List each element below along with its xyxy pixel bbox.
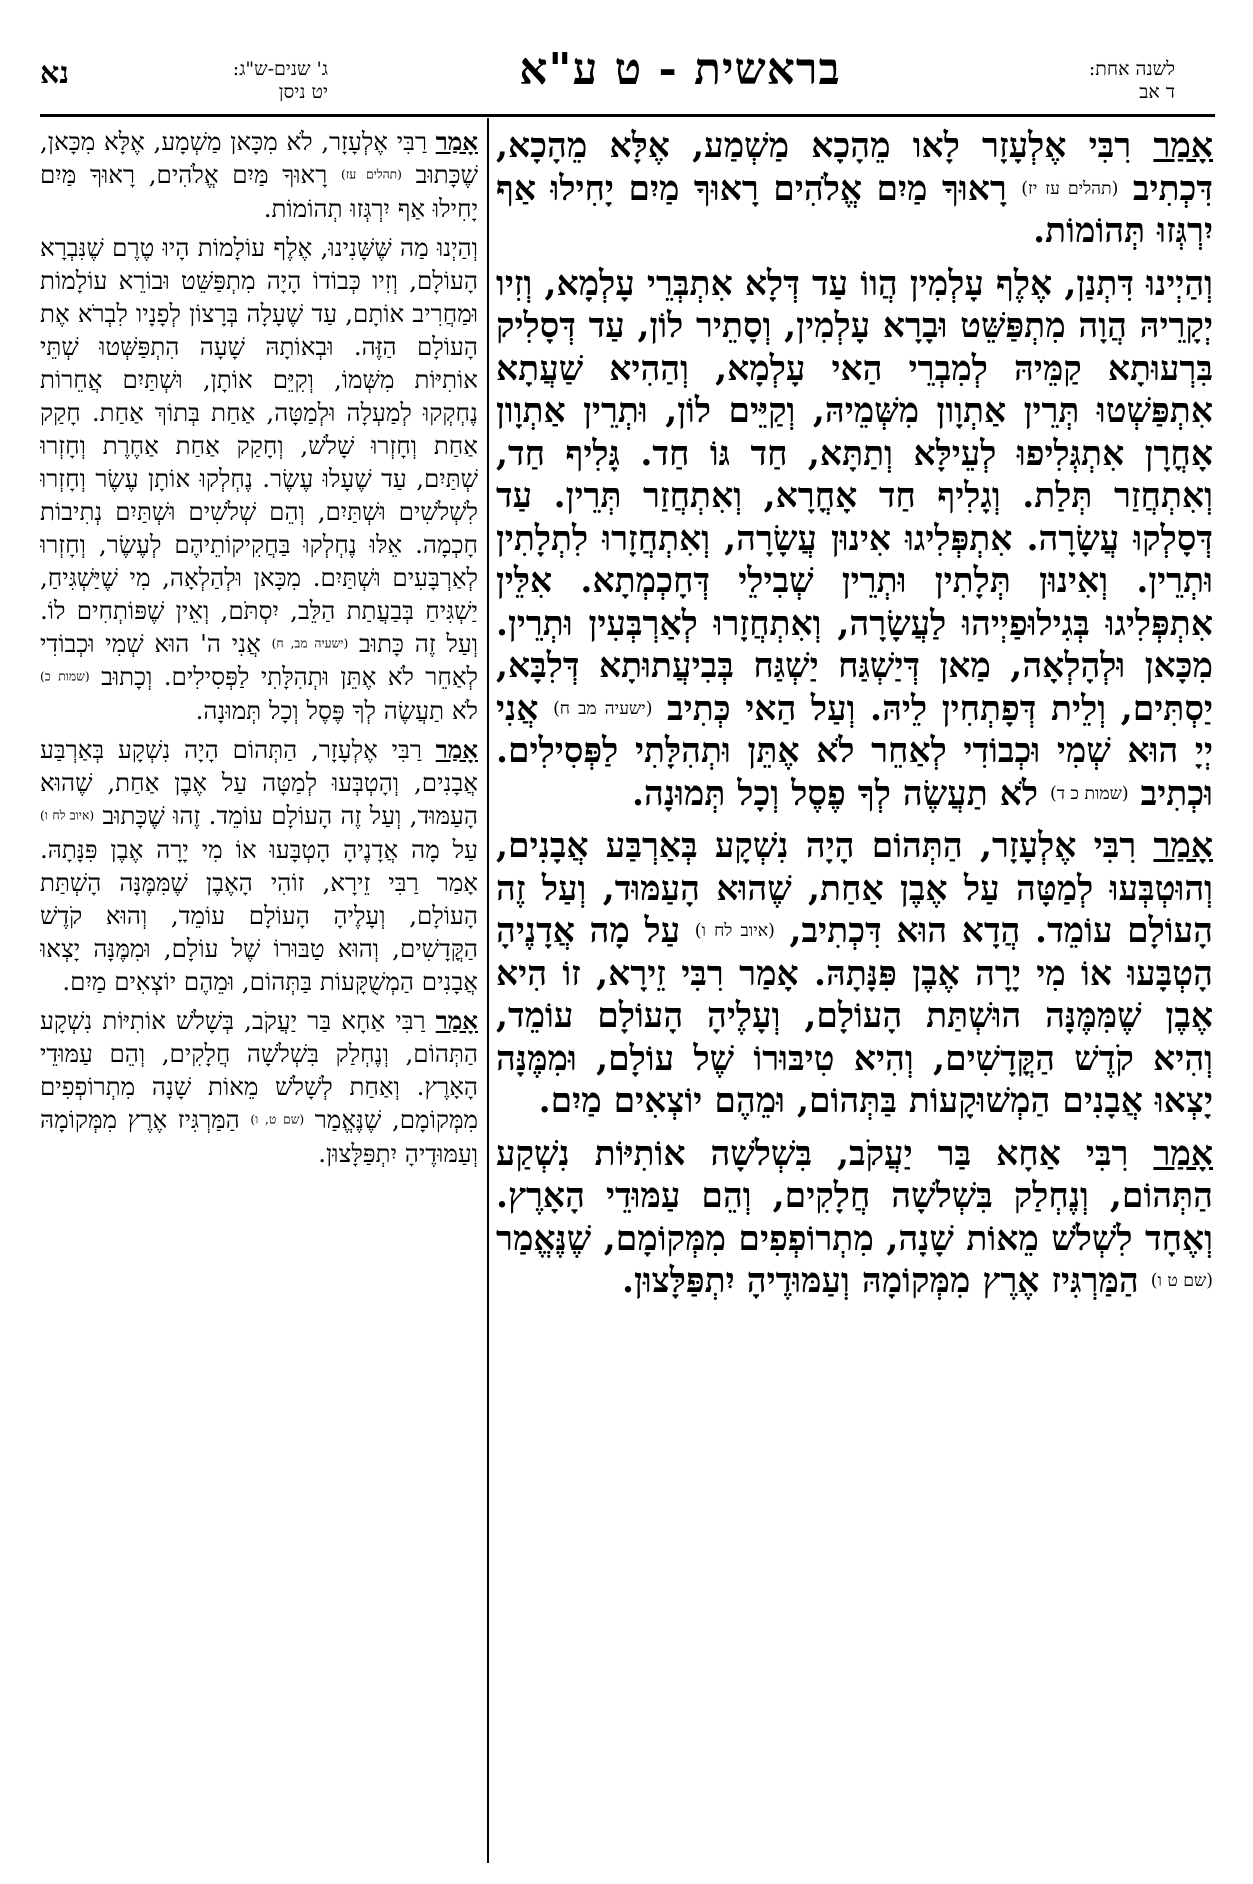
header-rule	[40, 114, 1215, 117]
page-number: נא	[40, 56, 70, 91]
verse-citation: (תהלים עז יז)	[1021, 178, 1119, 199]
opening-word: אָמַר	[1153, 126, 1213, 166]
translation-paragraph	[40, 1004, 478, 1170]
opening-word: אָמַר	[435, 1005, 478, 1035]
text-segment: עַל מָה אֲדָנֶיהָ הָטְבָּעוּ אוֹ מִי יָרָה אֶבֶן פִּנָּתָהּ. אָמַר רִבִּי זֵירָא, זוֹ הִיא אֶבֶן שֶׁמִּמֶּנָּה הוּשְׁתַּת הָעוֹלָם, וְעָלֶיהָ הָעוֹלָם עוֹמֵד, וְהִיא קֹדֶשׁ הַקֳּדָשִׁים, וְהִיא טִיבּוּרוֹ שֶׁל עוֹלָם, וּמִמֶּנָּה יָצְאוּ אֲבָנִים הַמְשׁוּקָעוֹת בַּתְּהוֹם, וּמֵהֶם יוֹצְאִים מַיִם.	[496, 911, 1213, 1122]
schedule-date: ד אב	[1139, 81, 1175, 103]
text-segment: אֲנִי יְיָ הוּא שְׁמִי וּכְבוֹדִי לְאַחֵר לֹא אֶתֵּן וּתְהִלָּתִי לַפְּסִילִים. וּכְתִיב	[496, 688, 1213, 814]
verse-citation: (ישעיה מב ח)	[553, 698, 653, 719]
text-segment: וְהַיְינוּ דִּתְנַן, אֶלֶף עָלְמִין הֲווֹ עַד דְּלָא אִתְבְּרֵי עָלְמָא, וְזִיו יְקָרֵיהּ הֲוָה מִתְפַּשֵּׁט וּבָרָא עָלְמִין, וְסָתֵיר לוֹן, עַד דְּסָלִיק בִּרְעוּתָא קַמֵּיהּ לְמִבְרֵי הַאי עָלְמָא, וְהַהִיא שַׁעֲתָא אִתְפַּשְׁטוּ תְּרֵין אַתְוָון מִשְּׁמֵיהּ, וְקַיֵּים לוֹן, וּתְרֵין אַתְוָון אָחֳרָן אִתְגְּלִיפוּ לְעֵילָּא וְתַתָּא, חַד גּוֹ חַד. גָּלִיף חַד, וְאִתְחֲזַר תְּלַת. וְגָלִיף חַד אָחֳרָא, וְאִתְחֲזַר תְּרֵין. עַד דְּסָלְקוּ עֲשָׂרָה. אִתְפְּלִיגוּ אִינוּן עֲשָׂרָה, וְאִתְחֲזָרוּ לִתְלָתִין וּתְרֵין. וְאִינוּן תְּלָתִין וּתְרֵין שְׁבִילֵי דְּחָכְמְתָא. אִלֵּין אִתְפְּלִיגוּ בְּגִילוּפַיְיהוּ לַעֲשָׂרָה, וְאִתְחֲזָרוּ לְאַרְבְּעִין וּתְרֵין. מִכָּאן וּלְהָלְאָה, מַאן דְּיַשְׁגַּח יַשְׁגַּח בְּבִיעֲתוּתָא דְּלִבָּא, יַסְתִּים, וְלֵית דְּפָתְחִין לֵיהּ. וְעַל הַאי כְּתִיב	[496, 263, 1213, 729]
text-segment: לֹא תַעֲשֶׂה לְךָ פֶסֶל וְכָל תְּמוּנָה.	[632, 773, 1051, 814]
text-segment: רָאוּךָ מַּיִם אֱלֹהִים, רָאוּךָ מַּיִם יָחִילוּ אַף יִרְגְּזוּ תְהוֹמוֹת.	[40, 160, 478, 223]
verse-citation: (שמות כ)	[40, 670, 90, 685]
translation-paragraph	[40, 733, 478, 998]
text-segment: אֲנִי ה' הוּא שְׁמִי וּכְבוֹדִי לְאַחֵר לֹא אֶתֵּן וּתְהִלָּתִי לַפְּסִילִים. וְכָתוּב	[40, 628, 478, 692]
text-segment: רָאוּךָ מַיִם אֱלֹהִים רָאוּךָ מַיִם יָחִילוּ אַף יִרְגְּזוּ תְּהוֹמוֹת.	[496, 168, 1213, 252]
opening-word: אָמַר	[435, 735, 478, 765]
schedule-date: יט ניסן	[278, 81, 328, 103]
verse-citation: (שם ט ו)	[1150, 1271, 1213, 1292]
main-paragraph	[496, 263, 1213, 816]
translation-paragraph	[40, 231, 478, 727]
page-title: בראשית - ט ע"א	[519, 44, 841, 95]
verse-citation: (שם ט, ו)	[250, 1112, 305, 1127]
schedule-label: לשנה אחת:	[1088, 58, 1175, 80]
text-segment: עַל מָה אֲדָנֶיהָ הָטְבָּעוּ אוֹ מִי יָרָה אֶבֶן פִּנָּתָהּ. אָמַר רַבִּי זֵירָא, זוֹהִי הָאֶבֶן שֶׁמִּמֶּנָּה הָשְׁתַּת הָעוֹלָם, וְעָלֶיהָ הָעוֹלָם עוֹמֵד, וְהוּא קֹדֶשׁ הַקֳּדָשִׁים, וְהוּא טַבּוּרוֹ שֶׁל עוֹלָם, וּמִמֶּנָּה יָצְאוּ אֲבָנִים הַמְשֻׁקָּעוֹת בַּתְּהוֹם, וּמֵהֶם יוֹצְאִים מַיִם.	[40, 834, 478, 996]
translation-paragraph	[40, 125, 478, 225]
main-paragraph	[496, 1133, 1213, 1303]
verse-citation: (ישעיה מב, ח)	[271, 636, 349, 651]
main-paragraph	[496, 125, 1213, 253]
text-segment: לֹא תַעֲשֶׂה לְךָ פֶּסֶל וְכָל תְּמוּנָה.	[195, 696, 478, 726]
text-segment: רִבִּי אֶלְעָזָר, הַתְּהוֹם הָיָה נִשְׁקָע בְּאַרְבַּע אֲבָנִים, וְהוּטְבְּעוּ לְמַטָּה עַל אֶבֶן אַחַת, שֶׁהוּא הָעַמּוּד, וְעַל זֶה הָעוֹלָם עוֹמֵד. הֲדָא הוּא דִּכְתִיב,	[496, 826, 1213, 952]
text-segment: רִבִּי אַחָא בַּר יַעֲקֹב, בִּשְׁלשָׁה אוֹתִיּוֹת נִשְׁקַע הַתְּהוֹם, וְנֶחְלַק בִּשְׁלשָׁה חֲלָקִים, וְהֵם עַמּוּדֵי הָאָרֶץ. וְאֶחָד לִשְׁלֹשׁ מֵאוֹת שָׁנָה, מִתְרוֹפְפִים מִמְּקוֹמָם, שֶׁנֶּאֱמַר	[496, 1133, 1213, 1259]
text-segment: רַבִּי אֶלְעָזָר, לֹא מִכָּאן מַשְׁמָע, אֶלָּא מִכָּאן, שֶׁכָּתוּב	[40, 127, 478, 189]
translation-column	[40, 125, 478, 1860]
opening-word: אָמַר	[1153, 1133, 1213, 1174]
opening-word: אָמַר	[435, 127, 478, 156]
text-segment: רִבִּי אֶלְעָזָר לָאו מֵהָכָא מַשְׁמַע, אֶלָּא מֵהָכָא, דִּכְתִיב	[496, 126, 1213, 209]
column-divider	[487, 118, 489, 1863]
verse-citation: (איוב לח ו)	[694, 921, 775, 942]
study-schedule-three-years	[118, 58, 328, 104]
verse-citation: (שמות כ ד)	[1050, 783, 1129, 804]
main-paragraph	[496, 825, 1213, 1123]
opening-word: אָמַר	[1153, 826, 1213, 867]
study-schedule-one-year	[1015, 58, 1175, 104]
text-segment: רַבִּי אֶלְעָזָר, הַתְּהוֹם הָיָה נִשְׁקָע בְּאַרְבַּע אֲבָנִים, וְהָטְבְּעוּ לְמַטָּה עַל אֶבֶן אַחַת, שֶׁהוּא הָעַמּוּד, וְעַל זֶה הָעוֹלָם עוֹמֵד. זֶהוּ שֶׁכָּתוּב	[40, 735, 478, 831]
text-segment: הַמַּרְגִּיז אֶרֶץ מִמְּקוֹמָהּ וְעַמּוּדֶיהָ יִתְפַּלָּצוּן.	[40, 1104, 478, 1168]
text-segment: וְהַיְנוּ מַה שֶּׁשָּׁנִינוּ, אֶלֶף עוֹלָמוֹת הָיוּ טֶרֶם שֶׁנִּבְרָא הָעוֹלָם, וְזִיו כְּבוֹדוֹ הָיָה מִתְפַּשֵּׁט וּבוֹרֵא עוֹלָמוֹת וּמַחֲרִיב אוֹתָם, עַד שֶׁעָלָה בְּרָצוֹן לְפָנָיו לִבְרֹא אֶת הָעוֹלָם הַזֶּה. וּבְאוֹתָהּ שָׁעָה הִתְפַּשְּׁטוּ שְׁתֵּי אוֹתִיּוֹת מִשְּׁמוֹ, וְקִיֵּם אוֹתָן, וּשְׁתַּיִם אֲחֵרוֹת נֶחְקְקוּ לְמַעְלָה וּלְמַטָּה, אַחַת בְּתוֹךְ אַחַת. חָקַק אַחַת וְחָזְרוּ שָׁלֹשׁ, וְחָקַק אַחַת אַחֶרֶת וְחָזְרוּ שְׁתַּיִם, עַד שֶׁעָלוּ עֶשֶׂר. נֶחְלְקוּ אוֹתָן עֶשֶׂר וְחָזְרוּ לִשְׁלֹשִׁים וּשְׁתַּיִם, וְהֵם שְׁלֹשִׁים וּשְׁתַּיִם נְתִיבוֹת חָכְמָה. אֵלּוּ נֶחְלְקוּ בַּחֲקִיקוֹתֵיהֶם לְעֶשֶׂר, וְחָזְרוּ לְאַרְבָּעִים וּשְׁתַּיִם. מִכָּאן וּלְהַלְאָה, מִי שֶׁיַּשְׁגִּיחַ, יַשְׁגִּיחַ בְּבַעֲתַת הַלֵּב, יִסְתֹּם, וְאֵין שֶׁפּוֹתְחִים לוֹ. וְעַל זֶה כָּתוּב	[40, 232, 478, 658]
schedule-label: ג' שנים-ש"ג:	[232, 58, 328, 80]
verse-citation: (איוב לח ו)	[40, 808, 95, 823]
text-segment: רַבִּי אַחָא בַּר יַעֲקֹב, בְּשָׁלֹשׁ אוֹתִיּוֹת נִשְׁקָע הַתְּהוֹם, וְנֶחְלַק בִּשְׁלֹשָׁה חֲלָקִים, וְהֵם עַמּוּדֵי הָאָרֶץ. וְאַחַת לְשָׁלֹשׁ מֵאוֹת שָׁנָה מִתְרוֹפְפִים מִמְּקוֹמָם, שֶׁנֶּאֱמַר	[40, 1005, 478, 1134]
text-segment: הַמַּרְגִּיז אֶרֶץ מִמְּקוֹמָהּ וְעַמּוּדֶיהָ יִתְפַּלָּצוּן.	[622, 1261, 1151, 1302]
verse-citation: (תהלים עז)	[341, 167, 402, 182]
main-text-column	[496, 125, 1213, 1860]
